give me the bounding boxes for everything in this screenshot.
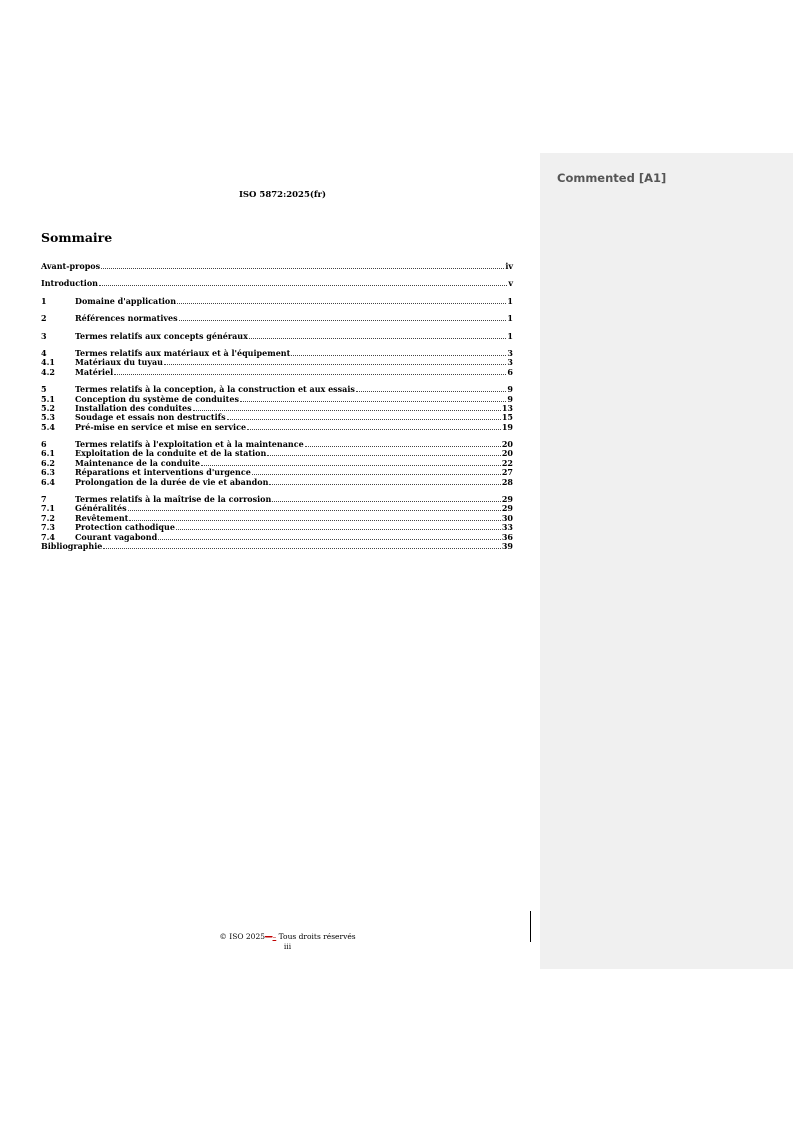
tracked-deletion: — [265,932,273,941]
toc-entry-number: 4.1 [41,357,55,368]
toc-leader-dots [249,332,507,339]
toc-entry-page: 1 [507,313,513,324]
toc-entry-number: 5.3 [41,412,55,423]
toc-entry-number: 6 [41,439,47,450]
toc-entry-page: 20 [501,439,513,450]
toc-leader-dots [267,449,501,456]
toc-leader-dots [240,395,506,402]
toc-entry-number: 5.2 [41,402,55,413]
toc-leader-dots [164,358,506,365]
toc-leader-dots [103,542,501,549]
toc-entry-page: 30 [501,512,513,523]
toc-entry-label: Références normatives [75,313,178,324]
toc-entry-page: 19 [501,421,513,432]
toc-entry-label: Introduction [41,278,98,289]
toc-entry[interactable] [41,332,513,341]
toc-leader-dots [177,297,506,304]
toc-leader-dots [252,468,501,475]
toc-entry-label: Conception du système de conduites [75,393,239,404]
toc-entry-number: 7.3 [41,522,55,533]
toc-leader-dots [201,459,501,466]
toc-entry-number: 7.4 [41,531,55,542]
toc-entry-page: 1 [507,330,513,341]
toc-entry-number: 1 [41,295,47,306]
toc-leader-dots [129,514,501,521]
page-number: iii [283,942,292,951]
toc-leader-dots [128,504,501,511]
toc-leader-dots [193,404,501,411]
toc-entry-page: 3 [507,347,513,358]
toc-leader-dots [272,495,501,502]
toc-entry-page: 3 [507,357,513,368]
toc-entry-label: Matériaux du tuyau [75,357,163,368]
toc-entry-number: 4 [41,347,47,358]
toc-entry[interactable] [41,314,513,323]
toc-leader-dots [356,385,507,392]
toc-entry-label: Matériel [75,366,114,377]
toc-entry-label: Avant-propos [41,261,101,271]
toc-entry-label: Revêtement [75,512,129,523]
toc-entry-label: Prolongation de la durée de vie et abandon [75,476,269,487]
comments-pane-title: Commented [A1] [557,171,667,185]
toc-entry[interactable] [41,533,513,542]
copyright-line [0,932,575,942]
toc-entry-label: Termes relatifs à l'exploitation et à la maintenance [75,439,304,450]
toc-entry-page: 1 [507,295,513,306]
toc-entry-label: Réparations et interventions d'urgence [75,467,251,478]
toc-leader-dots [158,533,501,540]
toc-title: Sommaire [41,230,113,245]
toc-entry-label: Pré-mise en service et mise en service [75,421,247,432]
toc-entry-page: 29 [501,503,513,514]
toc-leader-dots [291,349,506,356]
toc-entry[interactable] [41,478,513,487]
toc-entry-page: 28 [501,476,513,487]
toc-leader-dots [247,423,501,430]
rights-text: Tous droits réservés [276,932,356,941]
toc-entry-page: v [508,278,513,289]
toc-leader-dots [305,440,501,447]
table-of-contents [41,262,513,551]
toc-entry[interactable] [41,279,513,288]
toc-entry-label: Protection cathodique [75,522,175,533]
toc-entry-number: 7.1 [41,503,55,514]
toc-entry-label: Termes relatifs à la conception, à la construction et aux essais [75,384,355,395]
toc-entry-number: 6.3 [41,467,55,478]
toc-entry-number: 4.2 [41,366,55,377]
toc-entry-page: 9 [507,384,513,395]
toc-entry-page: 27 [501,467,513,478]
toc-entry-number: 3 [41,330,47,341]
toc-entry-page: 22 [501,457,513,468]
toc-entry-number: 6.2 [41,457,55,468]
toc-leader-dots [269,478,500,485]
toc-entry-page: 9 [507,393,513,404]
toc-entry-page: 6 [507,366,513,377]
page-header: ISO 5872:2025(fr) [238,190,327,200]
toc-entry[interactable] [41,297,513,306]
toc-entry-label: Bibliographie [41,540,103,551]
toc-leader-dots [99,279,507,286]
toc-entry-label: Domaine d'application [75,295,177,306]
toc-entry-number: 5 [41,384,47,395]
toc-entry-page: 29 [501,494,513,505]
tracked-insertion: – [272,932,277,941]
toc-entry-page: 20 [501,448,513,459]
toc-entry-number: 5.4 [41,421,55,432]
toc-entry[interactable] [41,262,513,271]
toc-entry-number: 7.2 [41,512,55,523]
toc-leader-dots [179,314,507,321]
comments-pane [540,153,793,969]
toc-entry-label: Généralités [75,503,127,514]
page-footer [0,932,575,952]
toc-entry-number: 6.1 [41,448,55,459]
toc-entry-label: Termes relatifs à la maîtrise de la corrosion [75,494,272,505]
toc-entry[interactable] [41,368,513,377]
toc-entry-page: 33 [501,522,513,533]
toc-entry-page: 36 [501,531,513,542]
toc-entry-label: Maintenance de la conduite [75,457,200,468]
toc-entry-number: 2 [41,313,47,324]
toc-entry-label: Termes relatifs aux concepts généraux [75,330,248,341]
toc-entry-label: Exploitation de la conduite et de la station [75,448,267,459]
toc-entry-number: 7 [41,494,47,505]
toc-entry-number: 6.4 [41,476,55,487]
toc-entry-label: Courant vagabond [75,531,158,542]
toc-entry-page: 13 [501,402,513,413]
toc-entry-page: 15 [501,412,513,423]
toc-entry-label: Installation des conduites [75,402,192,413]
toc-entry-label: Termes relatifs aux matériaux et à l'équipement [75,347,291,358]
toc-leader-dots [114,368,506,375]
toc-entry-page: iv [505,261,513,271]
toc-entry-number: 5.1 [41,393,55,404]
toc-entry[interactable] [41,423,513,432]
copyright-text: © ISO 2025 [219,932,265,941]
toc-entry-label: Soudage et essais non destructifs [75,412,226,423]
toc-entry[interactable] [41,542,513,551]
toc-leader-dots [227,413,501,420]
toc-leader-dots [176,523,501,530]
toc-entry-page: 39 [501,540,513,551]
toc-leader-dots [101,262,504,269]
